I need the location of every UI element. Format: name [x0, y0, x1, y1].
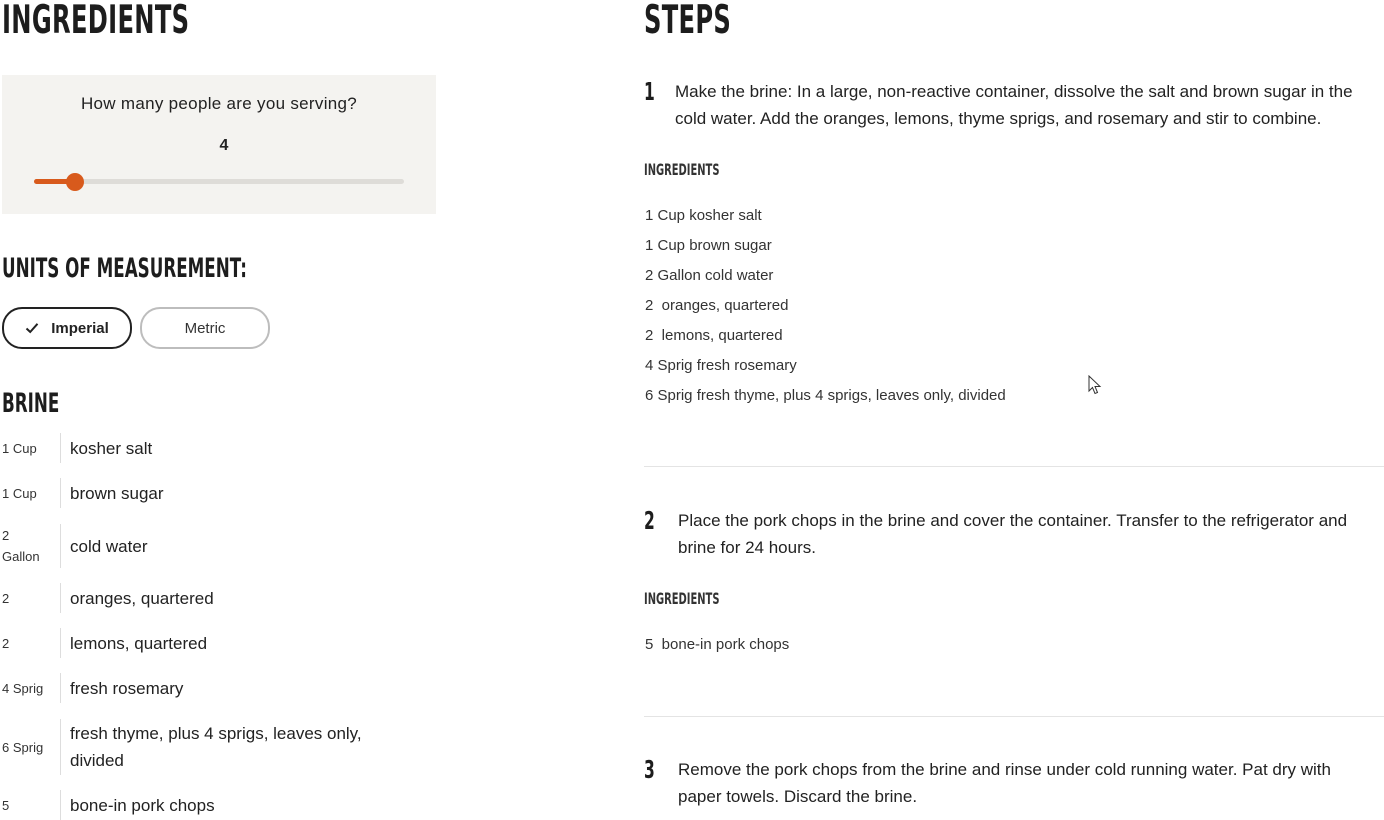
serving-question: How many people are you serving? — [80, 94, 358, 113]
imperial-button[interactable] — [2, 307, 132, 349]
ingredient-qty: 4 Sprig — [2, 680, 44, 696]
ingredient-divider — [60, 583, 61, 613]
ingredient-divider — [60, 628, 61, 658]
ingredient-qty: 1 Cup — [2, 440, 37, 456]
ingredient-divider — [60, 524, 61, 568]
step-divider — [644, 466, 1384, 467]
ingredient-row — [2, 628, 422, 658]
step-number: 2 — [644, 506, 655, 535]
ingredient-name: brown sugar — [70, 483, 164, 503]
ingredient-name: fresh rosemary — [70, 678, 184, 698]
step-ingredient: 2 lemons, quartered — [645, 327, 783, 344]
ingredients-heading: INGREDIENTS — [2, 0, 190, 43]
ingredient-row — [2, 524, 422, 568]
step-ingredients-label: INGREDIENTS — [644, 589, 720, 608]
step-divider — [644, 716, 1384, 717]
ingredient-name: fresh thyme, plus 4 sprigs, leaves only, divided — [70, 724, 362, 770]
serving-value: 4 — [219, 137, 229, 154]
ingredient-row — [2, 719, 422, 775]
serving-slider-thumb[interactable] — [66, 173, 84, 191]
ingredient-row — [2, 433, 422, 463]
step-number: 1 — [644, 77, 655, 106]
ingredient-qty: 2 Gallon — [2, 528, 40, 564]
ingredient-name: bone-in pork chops — [70, 795, 215, 815]
ingredient-divider — [60, 433, 61, 463]
ingredient-divider — [60, 719, 61, 775]
ingredient-divider — [60, 478, 61, 508]
steps-heading: STEPS — [644, 0, 732, 43]
ingredient-qty: 2 — [2, 590, 10, 606]
ingredient-qty: 1 Cup — [2, 485, 37, 501]
step-text: Make the brine: In a large, non-reactive container, dissolve the salt and brown sugar in the cold water. Add the oranges, lemons, thyme sprigs, and rosemary and stir to combine. — [675, 82, 1353, 128]
step-text: Place the pork chops in the brine and cover the container. Transfer to the refrigerator and brine for 24 hours. — [678, 511, 1348, 557]
ingredient-row — [2, 478, 422, 508]
step-number: 3 — [644, 755, 655, 784]
step-ingredient: 2 Gallon cold water — [645, 267, 774, 284]
step-ingredient: 2 oranges, quartered — [645, 297, 789, 314]
step-ingredient: 1 Cup kosher salt — [645, 207, 762, 224]
imperial-label: Imperial — [51, 319, 109, 337]
step-ingredient: 4 Sprig fresh rosemary — [645, 357, 797, 374]
brine-heading: BRINE — [2, 388, 60, 419]
step-ingredient: 1 Cup brown sugar — [645, 237, 772, 254]
ingredient-name: cold water — [70, 536, 148, 556]
step-ingredient: 6 Sprig fresh thyme, plus 4 sprigs, leaves only, divided — [645, 387, 1006, 404]
step-text: Remove the pork chops from the brine and rinse under cold running water. Pat dry with paper towels. Discard the brine. — [678, 760, 1331, 806]
serving-slider[interactable] — [34, 179, 404, 184]
ingredient-name: lemons, quartered — [70, 633, 208, 653]
ingredient-qty: 2 — [2, 635, 10, 651]
ingredient-divider — [60, 790, 61, 820]
step-ingredients-label: INGREDIENTS — [644, 160, 720, 179]
serving-panel — [2, 75, 436, 214]
step-ingredient: 5 bone-in pork chops — [645, 636, 790, 653]
units-heading: UNITS OF MEASUREMENT: — [2, 253, 247, 284]
metric-label: Metric — [184, 319, 226, 337]
ingredient-qty: 5 — [2, 797, 10, 813]
metric-button[interactable] — [140, 307, 270, 349]
check-icon — [25, 321, 39, 335]
ingredient-name: oranges, quartered — [70, 588, 214, 608]
ingredient-row — [2, 790, 422, 820]
ingredient-row — [2, 583, 422, 613]
ingredient-divider — [60, 673, 61, 703]
ingredient-qty: 6 Sprig — [2, 739, 44, 755]
mouse-pointer-icon — [1088, 375, 1102, 395]
ingredient-name: kosher salt — [70, 438, 153, 458]
ingredient-row — [2, 673, 422, 703]
